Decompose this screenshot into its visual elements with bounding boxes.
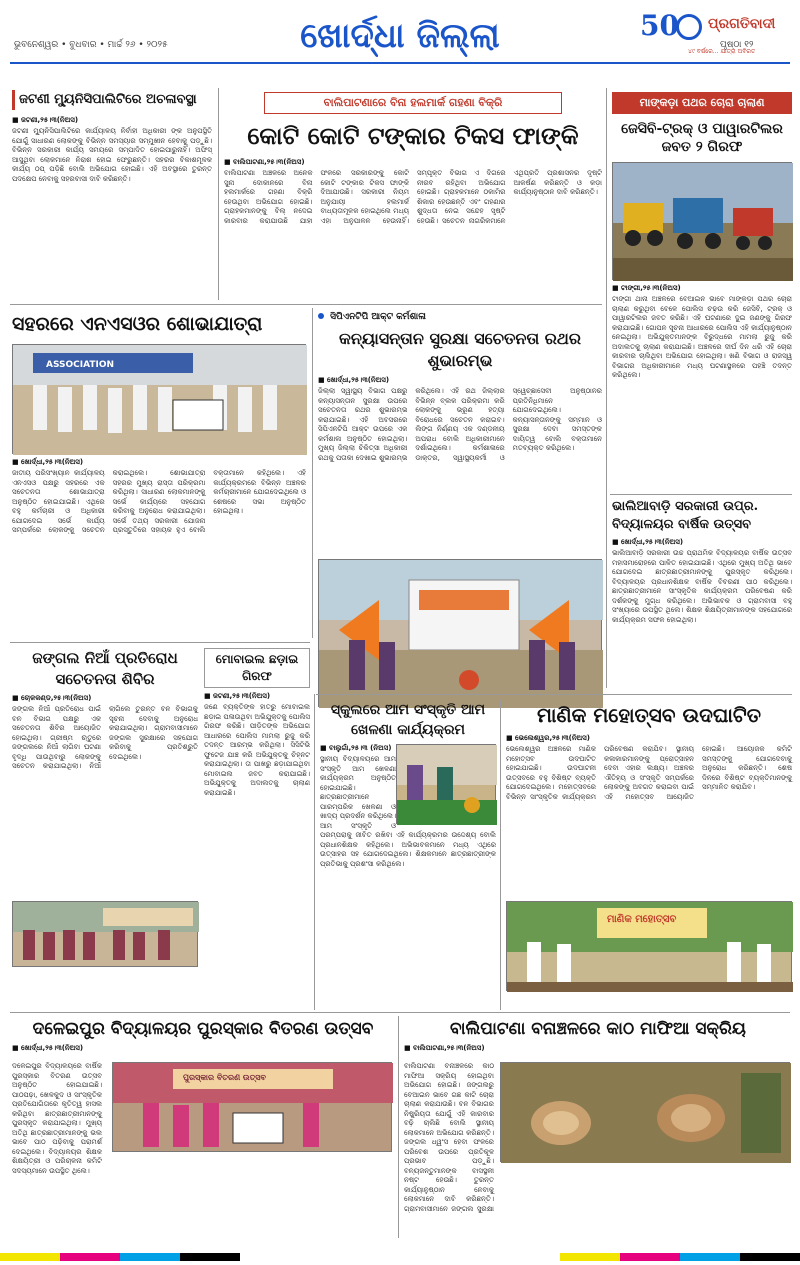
dateline: ଭୁବନେଶ୍ୱର • ବୁଧବାର • ମାର୍ଚ୍ଚ ୨୬ • ୨୦୨୫ bbox=[14, 40, 168, 50]
headline: ମାଣିକ ମହୋତ୍ସବ ଉଦଘାଟିତ bbox=[536, 703, 762, 727]
row-rule bbox=[610, 494, 792, 495]
logo-ring-icon bbox=[676, 14, 702, 40]
article-jungle bbox=[12, 648, 198, 1008]
kicker: ମାଙ୍କଡ଼ା ପଥର ଚୋରା ଚାଲାଣ bbox=[612, 92, 792, 114]
article-aam bbox=[320, 700, 496, 1010]
article-jatni bbox=[12, 90, 212, 300]
kicker bbox=[318, 312, 602, 322]
article-dateline: ■ ବାଲିପାଟଣା,୨୫।୩(ନିଅସ) bbox=[224, 158, 305, 166]
column-rule bbox=[314, 694, 315, 1010]
article-body: ଟାଙ୍ଗୀ ଥାନା ଅଞ୍ଚଳରେ ବେଆଇନ ଭାବେ ମାଙ୍କଡ଼ା ପଥର ଚୋରା ଚାଲାଣ କରୁଥିବା ବେଳେ ପୋଲିସ ଚଢ଼ଉ କରି ଜେସିବି, ଟ୍ରକ୍ ଓ ପାୱାରଟିଲର ଜବତ କରିଛି। ଏହି ଘଟଣାରେ ଦୁଇ ଜଣଙ୍କୁ ଗିରଫ କରାଯାଇଛି। ଗୋପନ ସୂଚନା ଆଧାରରେ ପୋଲିସ ଏହି କାର୍ଯ୍ୟାନୁଷ୍ଠାନ ନେଇଥିଲା। ଅଭିଯୁକ୍ତମାନଙ୍କ ବିରୁଦ୍ଧରେ ମାମଲା ରୁଜୁ କରି ଅଦାଲତକୁ ଚାଲାଣ କରାଯାଇଛି। ଅଞ୍ଚଳରେ ଦୀର୍ଘ ଦିନ ଧରି ଏହି ଚୋରା କାରବାର ଚାଲିଥିବା ଅଭିଯୋଗ ହୋଇଥିଲା। ଖଣି ବିଭାଗ ଓ ରାଜସ୍ୱ ବିଭାଗର ଅଧିକାରୀମାନେ ମଧ୍ୟ ଘଟଣାସ୍ଥଳରେ ପହଞ୍ଚି ତଦନ୍ତ କରିଥିଲେ। bbox=[612, 295, 792, 379]
page-number: ପୃଷ୍ଠା ୧୨ bbox=[720, 40, 754, 50]
article-mafia bbox=[404, 1016, 792, 1238]
logo-tagline: ୪୯ ବର୍ଷରେ... ଯାତ୍ରା ଅବିରତ bbox=[688, 48, 756, 55]
cpt-photo bbox=[318, 559, 602, 707]
jcb-photo-illustration bbox=[613, 163, 793, 281]
headline: ଦଳେଇପୁର ବିଦ୍ୟାଳୟର ପୁରସ୍କାର ବିତରଣ ଉତ୍ସବ bbox=[32, 1019, 374, 1039]
kicker: ବାଲିପାଟଣାରେ ବିନା ହଲମାର୍କ ଗହଣା ବିକ୍ରି bbox=[264, 92, 562, 114]
logo-number: 50 bbox=[640, 9, 679, 42]
logo-name: ପ୍ରଗତିବାଦୀ bbox=[708, 16, 776, 32]
article-body: ଜିଲ୍ଲା ସ୍ୱାସ୍ଥ୍ୟ ବିଭାଗ ପକ୍ଷରୁ କନ୍ୟାସନ୍ତାନ ସୁରକ୍ଷା ଉପରେ ସଚେତନତା ରଥର ଶୁଭାରମ୍ଭ କରାଯାଇଛି। ଏହି ଅବସରରେ ସିପିଏନଟିପି ଆକ୍ଟ ଉପରେ ଏକ କର୍ମଶାଳା ଅନୁଷ୍ଠିତ ହୋଇଥିଲା। ମୁଖ୍ୟ ଜିଲ୍ଲା ଚିକିତ୍ସା ଅଧିକାରୀ ରଥକୁ ପତାକା ଦେଖାଇ ଶୁଭାରମ୍ଭ କରିଥିଲେ। ଏହି ରଥ ଜିଲ୍ଲାର ବିଭିନ୍ନ ବ୍ଲକ ପରିକ୍ରମା କରି ଲୋକଙ୍କୁ ଭ୍ରୂଣ ହତ୍ୟା ବିରୋଧରେ ସଚେତନ କରାଇବ। ଲିଙ୍ଗ ନିର୍ଣ୍ଣୟ ଏକ ଦଣ୍ଡନୀୟ ଅପରାଧ ବୋଲି ଅଧିକାରୀମାନେ ଦର୍ଶାଇଥିଲେ। କର୍ମଶାଳାରେ ଡାକ୍ତର, ସ୍ୱାସ୍ଥ୍ୟକର୍ମୀ ଓ ସ୍ୱେଚ୍ଛାସେବୀ ଅନୁଷ୍ଠାନର ପ୍ରତିନିଧିମାନେ ଯୋଗଦେଇଥିଲେ। କନ୍ୟାସନ୍ତାନଙ୍କୁ ସମ୍ମାନ ଓ ସୁରକ୍ଷା ଦେବା ସମସ୍ତଙ୍କ ଦାୟିତ୍ୱ ବୋଲି ବକ୍ତାମାନେ ମତବ୍ୟକ୍ତ କରିଥିଲେ। bbox=[318, 387, 602, 462]
article-dateline: ■ ଜଟଣୀ,୨୫।୩(ନିଅସ) bbox=[204, 692, 271, 700]
row-rule bbox=[10, 642, 310, 643]
mafia-photo bbox=[500, 1062, 790, 1162]
row-rule bbox=[10, 304, 602, 305]
article-dateline: ■ ଖୋର୍ଦ୍ଧା,୨୫।୩(ନିଅସ) bbox=[12, 458, 84, 466]
nss-photo bbox=[12, 344, 306, 454]
headline: ବାଲିପାଟଣା ବନାଞ୍ଚଳରେ କାଠ ମାଫିଆ ସକ୍ରିୟ bbox=[450, 1019, 746, 1039]
column-rule bbox=[500, 700, 501, 1010]
column-rule bbox=[606, 88, 607, 688]
article-body: ସ୍ଥାନୀୟ ବିଦ୍ୟାଳୟରେ ଆମ ସଂସ୍କୃତି ଆମ ଖେଳଣା କାର୍ଯ୍ୟକ୍ରମ ଅନୁଷ୍ଠିତ ହୋଇଯାଇଛି। ଛାତ୍ରଛାତ୍ରୀମାନେ ପାରମ୍ପରିକ ଖେଳଣା ଓ ଖାଦ୍ୟ ପ୍ରଦର୍ଶନ କରିଥିଲେ। ଆମ ସଂସ୍କୃତି ଓ ପରମ୍ପରାକୁ ଜୀବିତ ରଖିବା ଏହି କାର୍ଯ୍ୟକ୍ରମର ଉଦ୍ଦେଶ୍ୟ ବୋଲି ପ୍ରଧାନଶିକ୍ଷକ କହିଥିଲେ। ଅଭିଭାବକମାନେ ମଧ୍ୟ ଏଥିରେ ଉତ୍ସାହର ସହ ଯୋଗଦେଇଥିଲେ। ଶିକ୍ଷକମାନେ ଛାତ୍ରଛାତ୍ରୀଙ୍କ ପ୍ରତିଭାକୁ ପ୍ରଶଂସା କରିଥିଲେ। bbox=[320, 755, 496, 868]
article-school-anniv bbox=[612, 498, 792, 688]
article-body: ଜଣେ ବ୍ୟକ୍ତିଙ୍କ ହାତରୁ ମୋବାଇଲ ଛଡ଼ାଇ ପଳାଉଥିବା ଅଭିଯୁକ୍ତକୁ ପୋଲିସ ଗିରଫ କରିଛି। ପୀଡ଼ିତଙ୍କ ଅଭିଯୋଗ ଆଧାରରେ ପୋଲିସ ମାମଲା ରୁଜୁ କରି ତଦନ୍ତ ଆରମ୍ଭ କରିଥିଲା। ସିସିଟିଭି ଫୁଟେଜ ଯାଞ୍ଚ କରି ଅଭିଯୁକ୍ତକୁ ଚିହ୍ନଟ କରାଯାଇଥିଲା। ତା ପାଖରୁ ଛଡ଼ାଯାଇଥିବା ମୋବାଇଲ ଜବତ କରାଯାଇଛି। ଅଭିଯୁକ୍ତକୁ ଅଦାଲତକୁ ଚାଲାଣ କରାଯାଇଛି। bbox=[204, 703, 310, 797]
jcb-photo bbox=[612, 162, 792, 280]
manik-banner-text: ମାଣିକ ମହୋତ୍ସବ bbox=[607, 914, 677, 925]
manik-photo bbox=[506, 901, 792, 991]
color-bar-illustration bbox=[0, 1253, 800, 1261]
headline: ମୋବାଇଲ ଛଡ଼ାଇ ଗିରଫ bbox=[204, 648, 310, 688]
masthead-rule bbox=[10, 62, 790, 64]
article-dalei bbox=[12, 1016, 394, 1238]
article-mobile bbox=[204, 648, 310, 1008]
kicker-text: ସିପିଏନଟିପି ଆକ୍ଟ କର୍ମଶାଳା bbox=[330, 312, 426, 322]
dalei-photo bbox=[112, 1062, 392, 1152]
column-rule bbox=[312, 308, 313, 638]
article-nss bbox=[12, 310, 306, 640]
aam-photo bbox=[396, 744, 496, 824]
article-body: ଜଙ୍ଗଲ ନିଆଁ ପ୍ରତିରୋଧ ପାଇଁ ବନ ବିଭାଗ ପକ୍ଷରୁ ଏକ ସଚେତନତା ଶିବିର ଆୟୋଜିତ ହୋଇଥିଲା। ଗ୍ରୀଷ୍ମ ଋତୁରେ ଜଙ୍ଗଲରେ ନିଆଁ ଲାଗିବା ଘଟଣା ବୃଦ୍ଧି ପାଉଥିବାରୁ ଲୋକଙ୍କୁ ସଚେତନ କରାଯାଇଥିଲା। ନିଆଁ ଲାଗିଲେ ତୁରନ୍ତ ବନ ବିଭାଗକୁ ସୂଚନା ଦେବାକୁ ଅନୁରୋଧ କରାଯାଇଥିଲା। ଗ୍ରାମବାସୀମାନେ ଜଙ୍ଗଲ ସୁରକ୍ଷାରେ ସହଯୋଗ କରିବାକୁ ପ୍ରତିଶ୍ରୁତି ଦେଇଥିଲେ। bbox=[12, 705, 198, 770]
article-dateline: ■ ବାଲୁଗାଁ,୨୫।୩ (ନିଅସ) bbox=[320, 744, 392, 752]
article-dateline: ■ ଭେଲେଶ୍ୱର,୨୫।୩(ନିଅସ) bbox=[506, 734, 590, 742]
section-title: ଖୋର୍ଦ୍ଧା ଜିଲ୍ଲା bbox=[300, 16, 500, 56]
kicker-bullet-icon bbox=[318, 313, 324, 319]
article-jcb bbox=[612, 92, 792, 492]
color-registration-bar bbox=[0, 1246, 800, 1254]
headline: କନ୍ୟାସନ୍ତାନ ସୁରକ୍ଷା ସଚେତନତା ରଥର ଶୁଭାରମ୍ଭ bbox=[339, 329, 581, 370]
article-dateline: ■ ଟାଙ୍ଗୀ,୨୫।୩(ନିଅସ) bbox=[612, 284, 681, 292]
row-rule bbox=[316, 694, 792, 695]
column-rule bbox=[218, 88, 219, 300]
article-body: ଦଳେଇପୁର ବିଦ୍ୟାଳୟରେ ବାର୍ଷିକ ପୁରସ୍କାର ବିତରଣ ଉତ୍ସବ ଅନୁଷ୍ଠିତ ହୋଇଯାଇଛି। ପାଠପଢ଼ା, ଖେଳକୁଦ ଓ ସାଂସ୍କୃତିକ ପ୍ରତିଯୋଗିତାରେ କୃତିତ୍ୱ ହାସଲ କରିଥିବା ଛାତ୍ରଛାତ୍ରୀମାନଙ୍କୁ ପୁରସ୍କୃତ କରାଯାଇଥିଲା। ମୁଖ୍ୟ ଅତିଥି ଛାତ୍ରଛାତ୍ରୀମାନଙ୍କୁ ଭଲ ଭାବେ ପାଠ ପଢ଼ିବାକୁ ପରାମର୍ଶ ଦେଇଥିଲେ। ବିଦ୍ୟାଳୟର ଶିକ୍ଷକ ଶିକ୍ଷୟିତ୍ରୀ ଓ ପରିଚାଳନା କମିଟି ସଦସ୍ୟମାନେ ଉପସ୍ଥିତ ଥିଲେ। bbox=[12, 1062, 102, 1175]
article-body: ଭେଲେଶ୍ୱର ଅଞ୍ଚଳରେ ମାଣିକ ମହୋତ୍ସବ ଉଦଘାଟିତ ହୋଇଯାଇଛି। ଉଦଘାଟନୀ ଉତ୍ସବରେ ବହୁ ବିଶିଷ୍ଟ ବ୍ୟକ୍ତି ଯୋଗଦେଇଥିଲେ। ମହୋତ୍ସବରେ ବିଭିନ୍ନ ସାଂସ୍କୃତିକ କାର୍ଯ୍ୟକ୍ରମ ପରିବେଷଣ କରାଯିବ। ସ୍ଥାନୀୟ କଳାକାରମାନଙ୍କୁ ପ୍ରୋତ୍ସାହନ ଦେବା ଏହାର ଲକ୍ଷ୍ୟ। ଅଞ୍ଚଳର ଐତିହ୍ୟ ଓ ସଂସ୍କୃତି ସମ୍ପର୍କରେ ଲୋକଙ୍କୁ ଅବଗତ କରାଇବା ପାଇଁ ଏହି ମହୋତ୍ସବ ଆୟୋଜିତ ହୋଇଛି। ଆୟୋଜକ କମିଟି ସମସ୍ତଙ୍କୁ ଯୋଗଦେବାକୁ ଅନୁରୋଧ କରିଛନ୍ତି। ଶେଷ ଦିନରେ ବିଶିଷ୍ଟ ବ୍ୟକ୍ତିମାନଙ୍କୁ ସମ୍ମାନିତ କରାଯିବ। bbox=[506, 745, 792, 801]
article-dateline: ■ ବାଲିପାଟଣା,୨୫।୩(ନିଅସ) bbox=[404, 1044, 485, 1052]
newspaper-logo bbox=[640, 8, 790, 48]
headline: ଭାଲିଆବାଡ଼ି ସରକାରୀ ଉପ୍ର. ବିଦ୍ୟାଳୟର ବାର୍ଷିକ ଉତ୍ସବ bbox=[612, 499, 759, 532]
article-cpt bbox=[318, 312, 602, 692]
article-dateline: ■ ଚୋଳକଣ୍ଡ,୨୫।୩(ନିଅସ) bbox=[12, 694, 92, 702]
headline: ଜଙ୍ଗଲ ନିଆଁ ପ୍ରତିରୋଧ ସଚେତନତା ଶିବିର bbox=[32, 649, 178, 688]
article-tax bbox=[224, 92, 602, 302]
article-dateline: ■ ଜଟଣୀ,୨୫।୩(ନିଅସ) bbox=[12, 116, 79, 124]
mafia-photo-illustration bbox=[501, 1063, 791, 1163]
jungle-photo-illustration bbox=[13, 902, 199, 968]
headline: ସ୍କୁଲରେ ଆମ ସଂସ୍କୃତି ଆମ ଖେଳଣା କାର୍ଯ୍ୟକ୍ରମ bbox=[330, 702, 486, 738]
article-body: ବାଲିପାଟଣା ଅଞ୍ଚଳରେ ଅନେକ ସୁନା ଦୋକାନରେ ବିନା ହଲମାର୍କରେ ଗହଣା ବିକ୍ରି ହେଉଥିବା ଅଭିଯୋଗ ହୋଇଛି। ଗ୍ରାହକମାନଙ୍କୁ ବିଲ୍ ନଦେଇ କାରବାର କରାଯାଉଛି ଯାହା ଫଳରେ ସରକାରଙ୍କୁ କୋଟି କୋଟି ଟଙ୍କାର ଟିକସ ଫାଙ୍କି ଦିଆଯାଉଛି। ସରକାରୀ ନିୟମ ଅନୁଯାୟୀ ହଲମାର୍କ ବାଧ୍ୟତାମୂଳକ ହୋଇଥିଲେ ମଧ୍ୟ ଏହା ଅନୁପାଳନ ହେଉନାହିଁ। ସମ୍ପୃକ୍ତ ବିଭାଗ ଏ ଦିଗରେ ନୀରବ ରହିଥିବା ଅଭିଯୋଗ ହୋଇଛି। ଗ୍ରାହକମାନେ ଠକାମିର ଶିକାର ହେଉଛନ୍ତି ଏବଂ ଗହଣାର ଶୁଦ୍ଧତା ନେଇ ସନ୍ଦେହ ସୃଷ୍ଟି ହେଉଛି। ସଚେତନ ନାଗରିକମାନେ ଏଥିପ୍ରତି ପ୍ରଶାସନର ଦୃଷ୍ଟି ଆକର୍ଷଣ କରିଛନ୍ତି ଓ କଡ଼ା କାର୍ଯ୍ୟାନୁଷ୍ଠାନ ଦାବି କରିଛନ୍ତି। bbox=[224, 169, 602, 225]
article-manik bbox=[506, 700, 792, 1010]
aam-photo-illustration bbox=[397, 745, 497, 825]
article-body: ଜାତୀୟ ପରିସଂଖ୍ୟାନ କାର୍ଯ୍ୟାଳୟ ଏନଏସଓ ପକ୍ଷରୁ ସହରରେ ଏକ ସଚେତନତା ଶୋଭାଯାତ୍ରା ଅନୁଷ୍ଠିତ ହୋଇଯାଇଛି। ଏଥିରେ ବହୁ କର୍ମଚାରୀ ଓ ଅଧିକାରୀ ଯୋଗଦେଇ ସର୍ଭେ କାର୍ଯ୍ୟ ସମ୍ପର୍କରେ ଲୋକଙ୍କୁ ସଚେତନ କରାଇଥିଲେ। ଶୋଭାଯାତ୍ରା ସହରର ମୁଖ୍ୟ ରାସ୍ତା ପରିକ୍ରମା କରିଥିଲା। ସାଧାରଣ ଲୋକମାନଙ୍କୁ ସର୍ଭେ କାର୍ଯ୍ୟରେ ସହଯୋଗ କରିବାକୁ ଅନୁରୋଧ କରାଯାଇଥିଲା। ସର୍ଭେ ତଥ୍ୟ ସରକାରୀ ଯୋଜନା ପ୍ରସ୍ତୁତିରେ ସହାୟକ ହୁଏ ବୋଲି ବକ୍ତାମାନେ କହିଥିଲେ। ଏହି କାର୍ଯ୍ୟକ୍ରମରେ ବିଭିନ୍ନ ଅଞ୍ଚଳର କର୍ମଚାରୀମାନେ ଯୋଗଦେଇଥିଲେ ଓ ଶେଷରେ ସଭା ଅନୁଷ୍ଠିତ ହୋଇଥିଲା। bbox=[12, 469, 306, 534]
headline: ଜଟଣୀ ମ୍ୟୁନିସିପାଲିଟିରେ ଅଚଳାବସ୍ଥା bbox=[12, 90, 212, 110]
column-rule bbox=[398, 1016, 399, 1238]
article-dateline: ■ ଖୋର୍ଦ୍ଧା,୨୫।୩(ନିଅସ) bbox=[318, 376, 390, 384]
row-rule bbox=[10, 1012, 790, 1013]
headline: କୋଟି କୋଟି ଟଙ୍କାର ଟିକସ ଫାଙ୍କି bbox=[247, 121, 579, 150]
article-body: ଭାଲିଆବାଡ଼ି ସରକାରୀ ଉଚ୍ଚ ପ୍ରାଥମିକ ବିଦ୍ୟାଳୟର ବାର୍ଷିକ ଉତ୍ସବ ମହାସମାରୋହରେ ପାଳିତ ହୋଇଯାଇଛି। ଏଥିରେ ମୁଖ୍ୟ ଅତିଥି ଭାବେ ଯୋଗଦେଇ ଛାତ୍ରଛାତ୍ରୀମାନଙ୍କୁ ପୁରସ୍କୃତ କରିଥିଲେ। ବିଦ୍ୟାଳୟର ପ୍ରଧାନଶିକ୍ଷକ ବାର୍ଷିକ ବିବରଣୀ ପାଠ କରିଥିଲେ। ଛାତ୍ରଛାତ୍ରୀମାନେ ସାଂସ୍କୃତିକ କାର୍ଯ୍ୟକ୍ରମ ପରିବେଷଣ କରି ଦର୍ଶକଙ୍କୁ ମୁଗ୍ଧ କରିଥିଲେ। ଅଭିଭାବକ ଓ ଗ୍ରାମବାସୀ ବହୁ ସଂଖ୍ୟାରେ ଉପସ୍ଥିତ ଥିଲେ। ଶିକ୍ଷକ ଶିକ୍ଷୟିତ୍ରୀମାନଙ୍କ ସହଯୋଗରେ କାର୍ଯ୍ୟକ୍ରମ ସଫଳ ହୋଇଥିଲା। bbox=[612, 549, 792, 624]
dalei-banner-text: ପୁରସ୍କାର ବିତରଣ ଉତ୍ସବ bbox=[183, 1073, 266, 1082]
jungle-photo bbox=[12, 901, 198, 967]
article-body: ଜଟଣୀ ମ୍ୟୁନିସିପାଲିଟିରେ କାର୍ଯ୍ୟାଳୟ ନିର୍ବାହୀ ଅଧିକାରୀ ଙ୍କ ଅନୁପସ୍ଥିତି ଯୋଗୁଁ ସାଧାରଣ ଲୋକଙ୍କୁ ବିଭିନ୍ନ ସମସ୍ୟାର ସମ୍ମୁଖୀନ ହେବାକୁ ପଡ଼ୁଛି। ବିଭିନ୍ନ ସରକାରୀ କାର୍ଯ୍ୟ ସମୟରେ ସମ୍ପାଦିତ ହୋଇପାରୁନାହିଁ। ଅଫିସ୍ ଆସୁଥିବା ଲୋକମାନେ ନିରାଶ ହୋଇ ଫେରୁଛନ୍ତି। ସହରର ବିକାଶମୂଳକ କାର୍ଯ୍ୟ ଠପ୍ ପଡ଼ିଛି ବୋଲି ଅଭିଯୋଗ ହୋଇଛି। ଏହି ଅବସ୍ଥାରେ ତୁରନ୍ତ ପଦକ୍ଷେପ ନେବାକୁ ସହରବାସୀ ଦାବି କରିଛନ୍ତି। bbox=[12, 127, 212, 183]
nss-banner-text: ASSOCIATION bbox=[46, 360, 115, 370]
cpt-photo-illustration bbox=[319, 560, 603, 708]
article-body: ବାଲିପାଟଣା ବନାଞ୍ଚଳରେ କାଠ ମାଫିଆ ସକ୍ରିୟ ହୋଇଥିବା ଅଭିଯୋଗ ହୋଇଛି। ଜଙ୍ଗଲରୁ ବେଆଇନ ଭାବେ ଗଛ କାଟି ଚୋରା ଚାଲାଣ କରାଯାଉଛି। ବନ ବିଭାଗର ନିଷ୍କ୍ରିୟତା ଯୋଗୁଁ ଏହି କାରବାର ବଢ଼ି ଚାଲିଛି ବୋଲି ସ୍ଥାନୀୟ ଲୋକମାନେ ଅଭିଯୋଗ କରିଛନ୍ତି। ଜଙ୍ଗଲ ଧ୍ୱଂସ ହେବା ଫଳରେ ପରିବେଶ ଉପରେ ପ୍ରତିକୂଳ ପ୍ରଭାବ ପଡ଼ୁଛି। ବନ୍ୟଜନ୍ତୁମାନଙ୍କ ବାସସ୍ଥଳୀ ନଷ୍ଟ ହେଉଛି। ତୁରନ୍ତ କାର୍ଯ୍ୟାନୁଷ୍ଠାନ ନେବାକୁ ଲୋକମାନେ ଦାବି କରିଛନ୍ତି। ଗ୍ରାମବାସୀମାନେ ଜଙ୍ଗଲ ସୁରକ୍ଷା bbox=[404, 1062, 494, 1213]
headline: ସହରରେ ଏନଏସଓର ଶୋଭାଯାତ୍ରା bbox=[12, 313, 263, 335]
article-dateline: ■ ଖୋର୍ଦ୍ଧା,୨୫।୩(ନିଅସ) bbox=[612, 538, 684, 546]
article-dateline: ■ ଖୋର୍ଦ୍ଧା,୨୫।୩(ନିଅସ) bbox=[12, 1044, 84, 1052]
headline: ଜେସିବି-ଟ୍ରକ୍ ଓ ପାୱାରଟିଲର ଜବତ ୨ ଗିରଫ bbox=[621, 121, 783, 155]
